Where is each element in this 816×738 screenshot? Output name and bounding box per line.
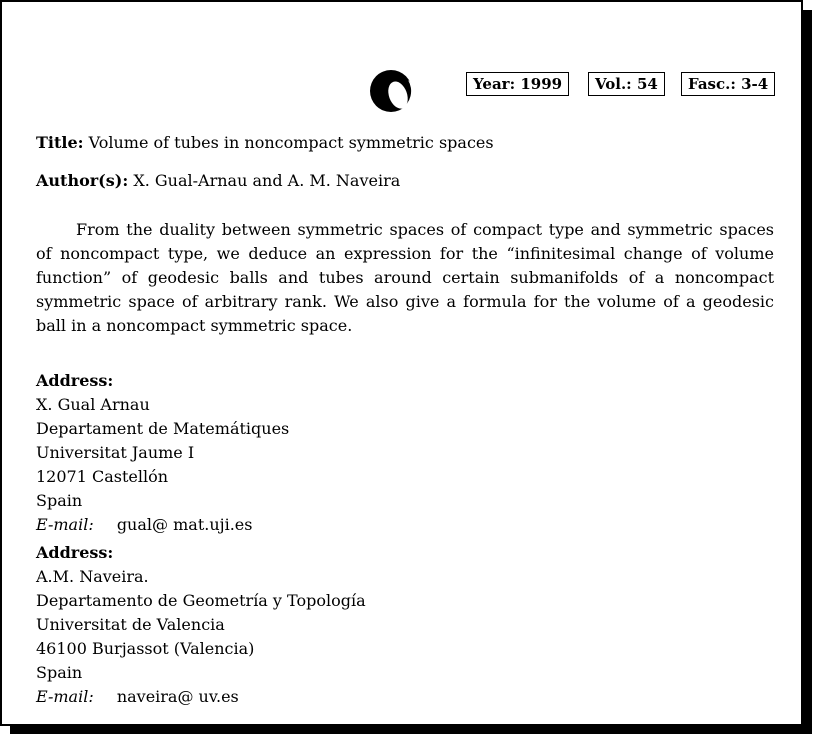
email-address[interactable]: naveira@ uv.es bbox=[116, 687, 239, 706]
address-block-1 bbox=[36, 369, 289, 537]
address-line: 12071 Castellón bbox=[36, 467, 169, 486]
address-line: A.M. Naveira. bbox=[36, 567, 149, 586]
email-line bbox=[36, 685, 366, 709]
address-line: Departamento de Geometría y Topología bbox=[36, 591, 366, 610]
address-line: 46100 Burjassot (Valencia) bbox=[36, 639, 255, 658]
email-address[interactable]: gual@ mat.uji.es bbox=[116, 515, 253, 534]
address-line: Universitat de Valencia bbox=[36, 615, 225, 634]
author-label: Author(s): bbox=[36, 171, 129, 190]
paper-title: Volume of tubes in noncompact symmetric spaces bbox=[88, 133, 494, 152]
address-line: Spain bbox=[36, 663, 83, 682]
email-label: E-mail: bbox=[36, 515, 94, 534]
year-box: Year: 1999 bbox=[466, 72, 569, 96]
address-line: Departament de Matemátiques bbox=[36, 419, 290, 438]
email-line bbox=[36, 513, 289, 537]
address-heading: Address: bbox=[36, 543, 114, 562]
address-line: Universitat Jaume I bbox=[36, 443, 195, 462]
address-heading: Address: bbox=[36, 371, 114, 390]
author-line bbox=[36, 171, 400, 190]
abstract: From the duality between symmetric spaces of compact type and symmetric spaces of noncompact type, we deduce an expression for the “infinitesimal change of volume function” of geodesic balls and tubes around certain submanifolds of a noncompact symmetric space of arbitrary rank. We also give a formula for the volume of a geodesic ball in a noncompact symmetric space. bbox=[36, 220, 774, 335]
volume-box: Vol.: 54 bbox=[588, 72, 665, 96]
address-line: X. Gual Arnau bbox=[36, 395, 150, 414]
address-block-2 bbox=[36, 541, 366, 709]
paper-authors: X. Gual-Arnau and A. M. Naveira bbox=[133, 171, 401, 190]
address-line: Spain bbox=[36, 491, 83, 510]
fascicle-box: Fasc.: 3-4 bbox=[681, 72, 775, 96]
email-label: E-mail: bbox=[36, 687, 94, 706]
title-line bbox=[36, 133, 494, 152]
title-label: Title: bbox=[36, 133, 84, 152]
crescent-moon-logo bbox=[368, 68, 414, 114]
